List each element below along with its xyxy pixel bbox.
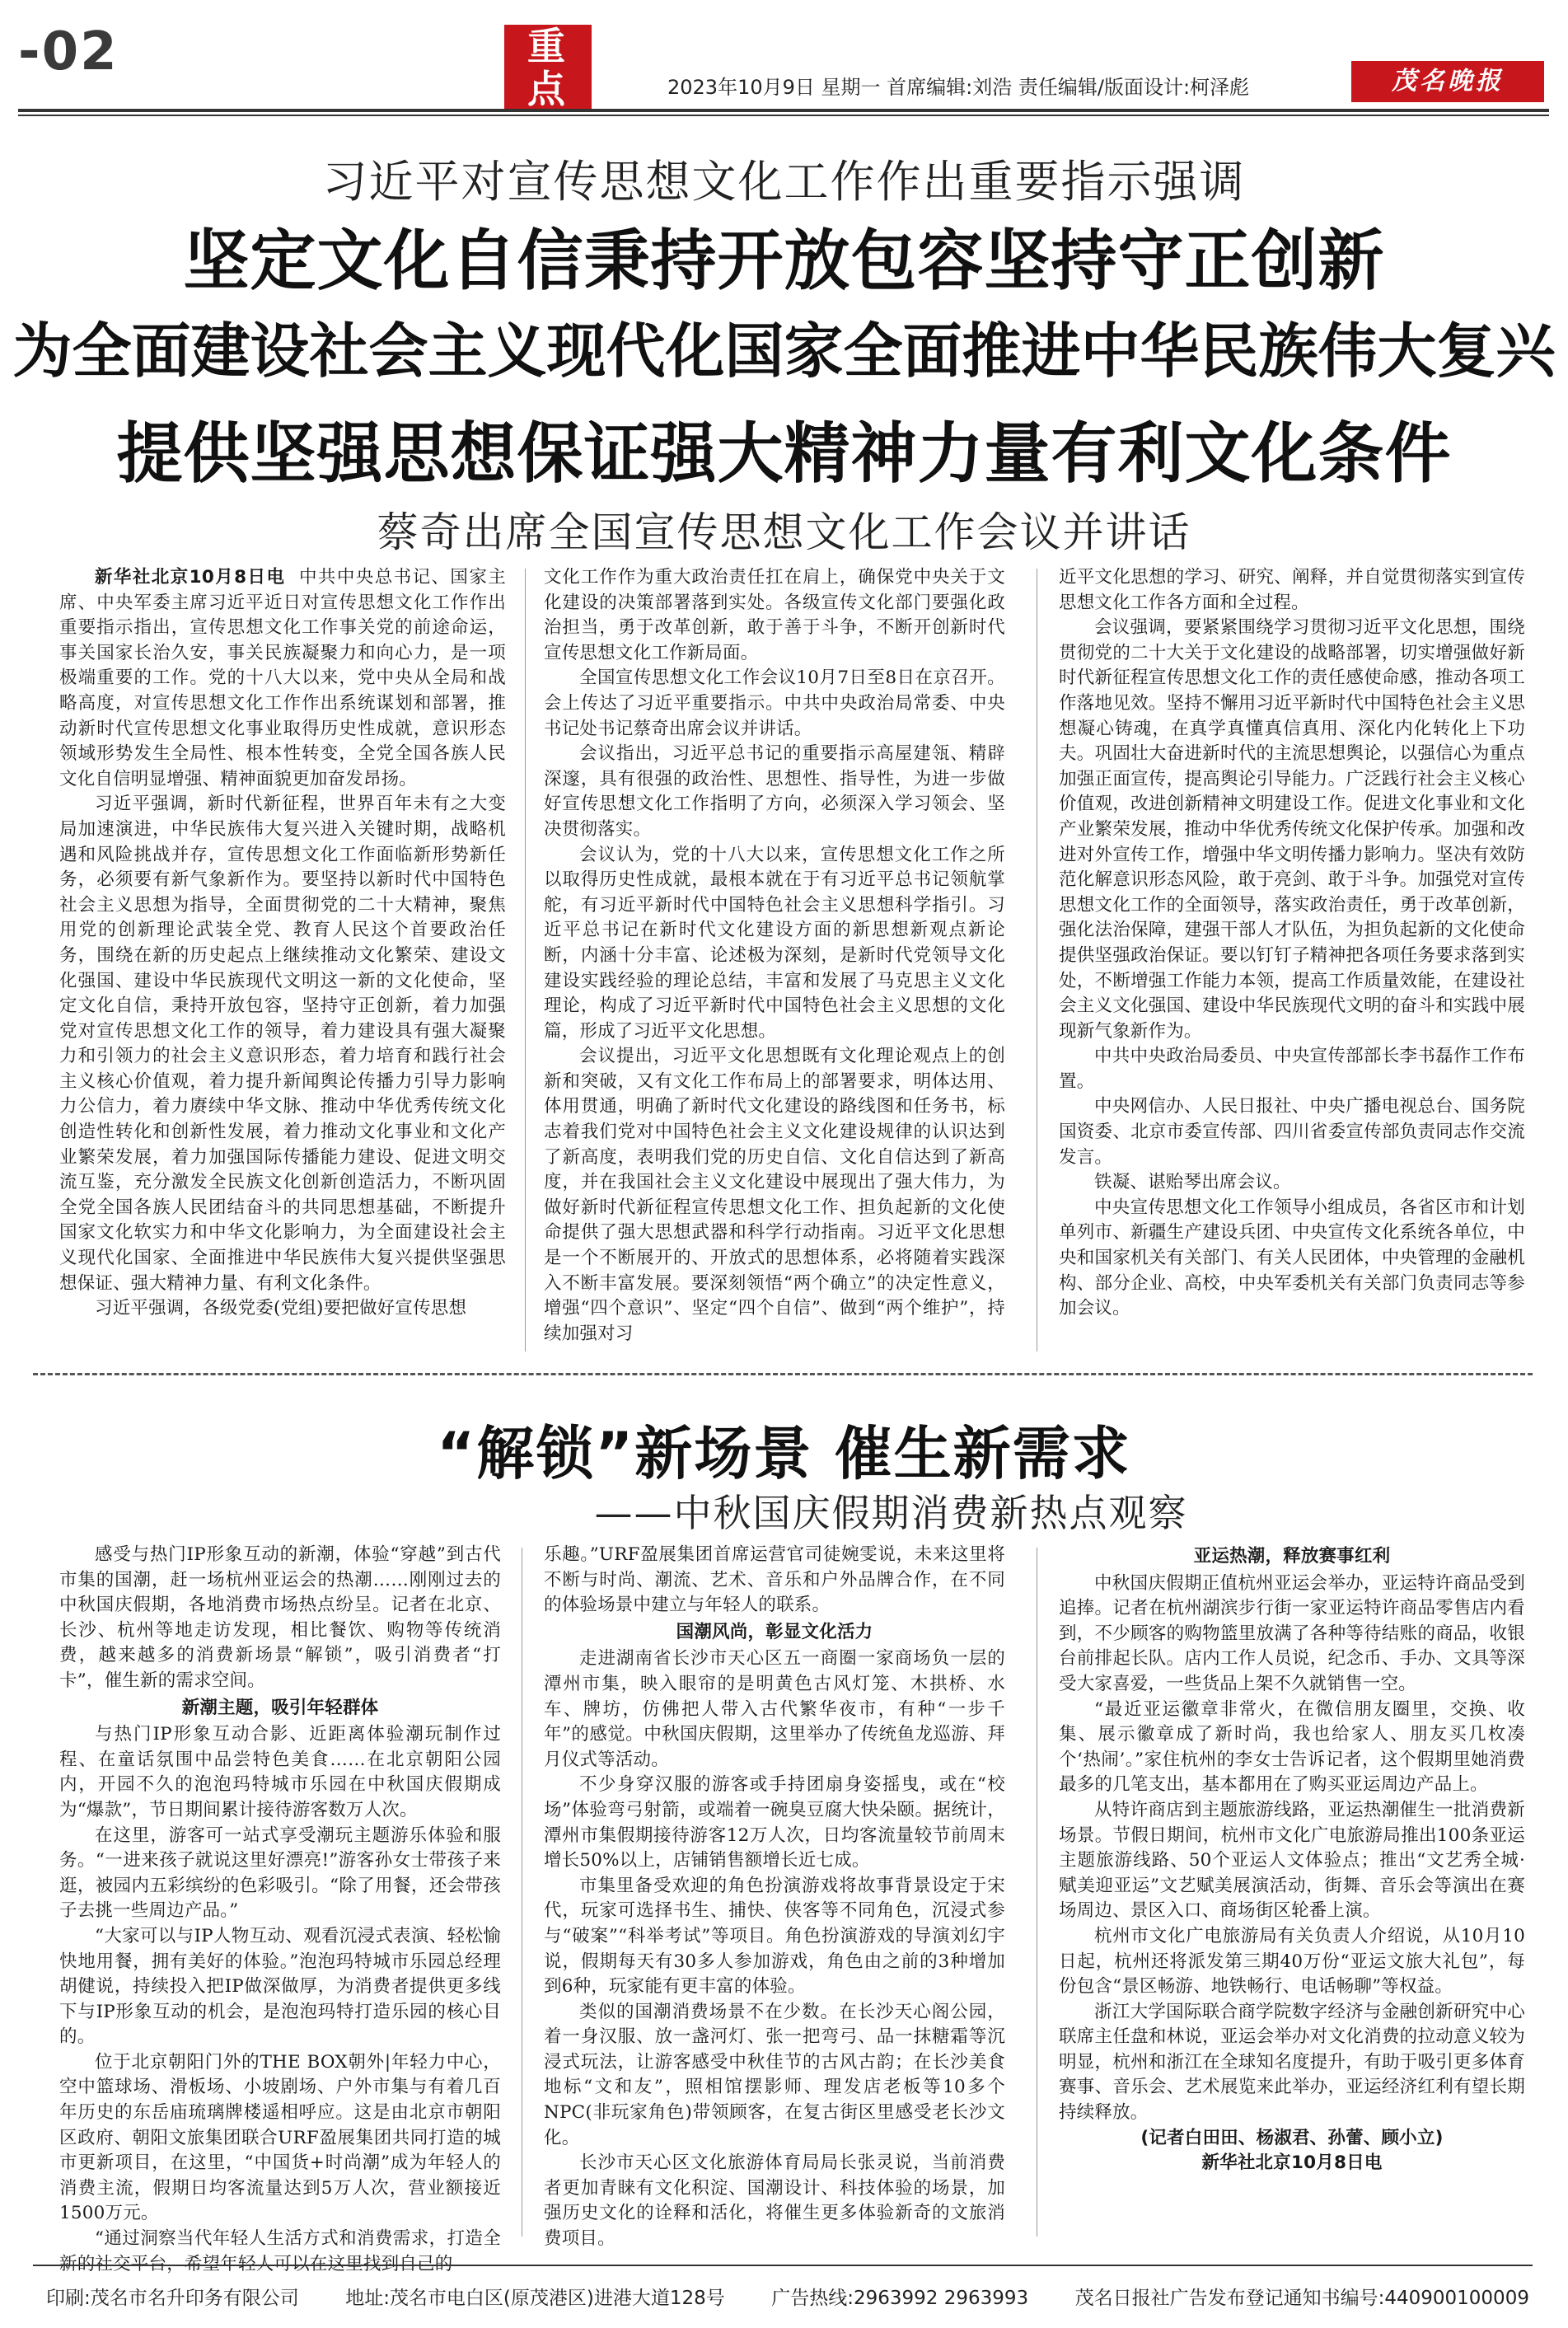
article2-paragraph: 从特许商店到主题旅游线路，亚运热潮催生一批消费新场景。节假日期间，杭州市文化广电旅游局推出100条亚运主题旅游线路、50个亚运人文体验点；推出“文艺秀全城·赋美迎亚运”文艺赋美展演活动，街舞、音乐会等演出在赛场周边、景区入口、商场街区轮番上演。 [1059, 1799, 1525, 1922]
article1-col1-p1: 习近平强调，新时代新征程，世界百年未有之大变局加速演进，中华民族伟大复兴进入关键时期，战略机遇和风险挑战并存，宣传思想文化工作面临新形势新任务，必须要有新气象新作为。要坚持以新时代中国特色社会主义思想为指导，全面贯彻党的二十大精神，聚焦用党的创新理论武装全党、教育人民这个首要政治任务，围绕在新的历史起点上继续推动文化繁荣、建设文化强国、建设中华民族现代文明这一新的文化使命，坚定文化自信，秉持开放包容，坚持守正创新，着力加强党对宣传思想文化工作的领导，着力建设具有强大凝聚力和引领力的社会主义意识形态，着力培育和践行社会主义核心价值观，着力提升新闻舆论传播力引导力影响力公信力，着力赓续中华文脉、推动中华优秀传统文化创造性转化和创新性发展，着力推动文化事业和文化产业繁荣发展，着力加强国际传播能力建设、促进文明交流互鉴，充分激发全民族文化创新创造活力，不断巩固全党全国各族人民团结奋斗的共同思想基础，不断提升国家文化软实力和中华文化影响力，为全面建设社会主义现代化国家、全面推进中华民族伟大复兴提供坚强思想保证、强大精神力量、有利文化条件。 [59, 794, 506, 1294]
article2-paragraph: 不少身穿汉服的游客或手持团扇身姿摇曳，或在“校场”体验弯弓射箭，或端着一碗臭豆腐大快朵颐。据统计，潭州市集假期接待游客12万人次，日均客流量较节前周末增长50%以上，店铺销售额增长近七成。 [544, 1774, 1005, 1871]
article2-paragraph: 乐趣。”URF盈展集团首席运营官司徒婉雯说，未来这里将不断与时尚、潮流、艺术、音乐和户外品牌合作，在不同的体验场景中建立与年轻人的联系。 [544, 1544, 1005, 1616]
article1-col3-p5: 中央宣传思想文化工作领导小组成员，各省区市和计划单列市、新疆生产建设兵团、中央宣传文化系统各单位，中央和国家机关有关部门、有关人民团体，中央管理的金融机构、部分企业、高校，中央军委机关有关部门负责同志等参加会议。 [1059, 1197, 1525, 1319]
article2-paragraph: 类似的国潮消费场景不在少数。在长沙天心阁公园，着一身汉服、放一盏河灯、张一把弯弓、品一抹糖霜等沉浸式玩法，让游客感受中秋佳节的古风古韵；在长沙美食地标“文和友”，照相馆摆影师、理发店老板等10多个NPC(非玩家角色)带领顾客，在复古街区里感受老长沙文化。 [544, 2001, 1005, 2148]
article1-col2-p2: 会议指出，习近平总书记的重要指示高屋建瓴、精辟深邃，具有很强的政治性、思想性、指导性，为进一步做好宣传思想文化工作指明了方向，必须深入学习领会、坚决贯彻落实。 [544, 743, 1005, 840]
footer-ad-license: 茂名日报社广告发布登记通知书编号:440900100009 [1074, 2288, 1529, 2309]
article2-paragraph: “通过洞察当代年轻人生活方式和消费需求，打造全新的社交平台，希望年轻人可以在这里找到自己的 [59, 2228, 501, 2274]
article2-column-3 [1059, 1543, 1525, 2176]
article1-col2-p1: 全国宣传思想文化工作会议10月7日至8日在京召开。会上传达了习近平重要指示。中共中央政治局常委、中央书记处书记蔡奇出席会议并讲话。 [544, 667, 1005, 739]
article1-lead-paragraph [59, 565, 506, 792]
issue-dateline: 2023年10月9日 星期一 首席编辑:刘浩 责任编辑/版面设计:柯泽彪 [667, 76, 1250, 99]
article2-paragraph: 感受与热门IP形象互动的新潮，体验“穿越”到古代市集的国潮，赶一场杭州亚运会的热潮……刚刚过去的中秋国庆假期，各地消费市场热点纷呈。记者在北京、长沙、杭州等地走访发现，相比餐饮、购物等传统消费，越来越多的消费新场景“解锁”，吸引消费者“打卡”，催生新的需求空间。 [59, 1544, 501, 1691]
article1-col2-p0: 文化工作作为重大政治责任扛在肩上，确保党中央关于文化建设的决策部署落到实处。各级宣传文化部门要强化政治担当，勇于改革创新，敢于善于斗争，不断开创新时代宣传思想文化工作新局面。 [544, 567, 1005, 663]
article2-headline: “解锁”新场景 催生新需求 [437, 1420, 1131, 1487]
article2-section-subtitle: 国潮风尚，彰显文化活力 [676, 1621, 873, 1642]
footer-address: 地址:茂名市电白区(原茂港区)进港大道128号 [345, 2288, 725, 2309]
article2-paragraph: 市集里备受欢迎的角色扮演游戏将故事背景设定于宋代，玩家可选择书生、捕快、侠客等不同角色，沉浸式参与“破案”“科举考试”等项目。角色扮演游戏的导演刘幻宇说，假期每天有30多人参加游戏，角色由之前的3种增加到6种，玩家能有更丰富的体验。 [544, 1875, 1005, 1998]
article1-col2-p3: 会议认为，党的十八大以来，宣传思想文化工作之所以取得历史性成就，最根本就在于有习近平总书记领航掌舵，有习近平新时代中国特色社会主义思想科学指引。习近平总书记在新时代文化建设方面的新思想新观点新论断，内涵十分丰富、论述极为深刻，是新时代党领导文化建设实践经验的理论总结，丰富和发展了马克思主义文化理论，构成了习近平新时代中国特色社会主义思想的文化篇，形成了习近平文化思想。 [544, 844, 1005, 1042]
article2-subhead: ——中秋国庆假期消费新热点观察 [594, 1491, 1188, 1535]
article2-section-subtitle: 亚运热潮，释放赛事红利 [1193, 1546, 1391, 1567]
article2-paragraph: 与热门IP形象互动合影、近距离体验潮玩制作过程、在童话氛围中品尝特色美食……在北京朝阳公园内，开园不久的泡泡玛特城市乐园在中秋国庆假期成为“爆款”，节日期间累计接待游客数万人次。 [59, 1724, 501, 1820]
footer-ad-hotline: 广告热线:2963992 2963993 [771, 2288, 1029, 2309]
article1-col1-p2: 习近平强调，各级党委(党组)要把做好宣传思想 [95, 1298, 467, 1319]
article1-column-2 [544, 565, 1005, 1347]
article1-headline-2: 为全面建设社会主义现代化国家全面推进中华民族伟大复兴 [12, 316, 1556, 386]
article1-col2-p4: 会议提出，习近平文化思想既有文化理论观点上的创新和突破，又有文化工作布局上的部署要求，明体达用、体用贯通，明确了新时代文化建设的路线图和任务书，标志着我们党对中国特色社会主义文化建设规律的认识达到了新高度，表明我们党的历史自信、文化自信达到了新高度，并在我国社会主义文化建设中展现出了强大伟力，为做好新时代新征程宣传思想文化工作、担负起新的文化使命提供了强大思想武器和科学行动指南。习近平文化思想是一个不断展开的、开放式的思想体系，必将随着实践深入不断丰富发展。要深刻领悟“两个确立”的决定性意义，增强“四个意识”、坚定“四个自信”、做到“两个维护”，持续加强对习 [544, 1046, 1005, 1344]
footer [46, 2283, 1529, 2310]
article1-col3-p1: 会议强调，要紧紧围绕学习贯彻习近平文化思想，围绕贯彻党的二十大关于文化建设的战略部署，切实增强做好新时代新征程宣传思想文化工作的责任感使命感，推动各项工作落地见效。坚持不懈用习近平新时代中国特色社会主义思想凝心铸魂，在真学真懂真信真用、深化内化转化上下功夫。巩固壮大奋进新时代的主流思想舆论，以强信心为重点加强正面宣传，提高舆论引导能力。广泛践行社会主义核心价值观，改进创新精神文明建设工作。促进文化事业和文化产业繁荣发展，推动中华优秀传统文化保护传承。加强和改进对外宣传工作，增强中华文明传播力影响力。坚决有效防范化解意识形态风险，敢于亮剑、敢于斗争。加强党对宣传思想文化工作的全面领导，落实政治责任，勇于改革创新，强化法治保障，建强干部人才队伍，为担负起新的文化使命提供坚强政治保证。要以钉钉子精神把各项任务要求落到实处，不断增强工作能力本领，提高工作质量效能，在建设社会主义文化强国、建设中华民族现代文明的奋斗和实践中展现新气象新作为。 [1059, 617, 1525, 1042]
article2-paragraph: 长沙市天心区文化旅游体育局局长张灵说，当前消费者更加青睐有文化积淀、国潮设计、科技体验的场景，加强历史文化的诠释和活化，将催生更多体验新奇的文旅消费项目。 [544, 2152, 1005, 2250]
section-char-2: 点 [527, 67, 569, 111]
article2-paragraph: “大家可以与IP人物互动、观看沉浸式表演、轻松愉快地用餐，拥有美好的体验。”泡泡玛特城市乐园总经理胡健说，持续投入把IP做深做厚，为消费者提供更多线下与IP形象互动的机会，是泡泡玛特打造乐园的核心目的。 [59, 1925, 501, 2048]
article2-paragraph: 杭州市文化广电旅游局有关负责人介绍说，从10月10日起，杭州还将派发第三期40万份“亚运文旅大礼包”，每份包含“景区畅游、地铁畅行、电话畅聊”等权益。 [1059, 1925, 1525, 1998]
article2-paragraph: 位于北京朝阳门外的THE BOX朝外|年轻力中心，空中篮球场、滑板场、小坡剧场、户外市集与有着几百年历史的东岳庙琉璃牌楼遥相呼应。这是由北京市朝阳区政府、朝阳文旅集团联合URF盈展集团共同打造的城市更新项目，在这里，“中国货+时尚潮”成为年轻人的消费主流，假期日均客流量达到5万人次，营业额接近1500万元。 [59, 2051, 501, 2224]
article2-paragraph: 走进湖南省长沙市天心区五一商圈一家商场负一层的潭州市集，映入眼帘的是明黄色古风灯笼、木拱桥、水车、牌坊，仿佛把人带入古代繁华夜市，有种“一步千年”的感觉。中秋国庆假期，这里举办了传统鱼龙巡游、拜月仪式等活动。 [544, 1648, 1005, 1770]
article1-column-1 [59, 565, 506, 1322]
section-char-1: 重 [527, 24, 569, 68]
footer-rule [33, 2265, 1533, 2266]
article2-byline: (记者白田田、杨淑君、孙蕾、顾小立) [1140, 2127, 1444, 2148]
article1-col3-p2: 中共中央政治局委员、中央宣传部部长李书磊作工作布置。 [1059, 1046, 1525, 1092]
article1-kicker: 习近平对宣传思想文化工作作出重要指示强调 [322, 156, 1246, 208]
article1-headline-1: 坚定文化自信秉持开放包容坚持守正创新 [183, 222, 1385, 299]
article2-paragraph: 在这里，游客可一站式享受潮玩主题游乐体验和服务。“一进来孩子就说这里好漂亮!”游客孙女士带孩子来逛，被园内五彩缤纷的色彩吸引。“除了用餐，还会带孩子去挑一些周边产品。” [59, 1824, 501, 1922]
article1-column-3 [1059, 565, 1525, 1322]
article-separator [33, 1373, 1533, 1375]
newspaper-logo: 茂名晚报 [1351, 61, 1544, 102]
article2-paragraph: 浙江大学国际联合商学院数字经济与金融创新研究中心联席主任盘和林说，亚运会举办对文化消费的拉动意义较为明显，杭州和浙江在全球知名度提升，有助于吸引更多体育赛事、音乐会、艺术展览来此举办，亚运经济红利有望长期持续释放。 [1059, 2001, 1525, 2124]
article1-subhead: 蔡奇出席全国宣传思想文化工作会议并讲话 [377, 508, 1191, 556]
article1-col3-p0: 近平文化思想的学习、研究、阐释，并自觉贯彻落实到宣传思想文化工作各方面和全过程。 [1059, 567, 1525, 613]
column-divider [525, 569, 526, 1351]
page-number: -02 [18, 21, 119, 82]
article2-paragraph: 中秋国庆假期正值杭州亚运会举办，亚运特许商品受到追捧。记者在杭州湖滨步行街一家亚运特许商品零售店内看到，不少顾客的购物篮里放满了各种等待结账的商品，收银台前排起长队。店内工作人员说，纪念币、手办、文具等深受大家喜爱，一些货品上架不久就销售一空。 [1059, 1572, 1525, 1694]
article1-headline-3: 提供坚强思想保证强大精神力量有利文化条件 [116, 415, 1452, 492]
article1-dateline: 新华社北京10月8日电 [95, 567, 286, 588]
section-badge [504, 25, 592, 110]
article2-column-2 [544, 1543, 1005, 2252]
article1-col3-p4: 铁凝、谌贻琴出席会议。 [1094, 1172, 1291, 1193]
article2-column-1 [59, 1543, 501, 2277]
footer-printer: 印刷:茂名市名升印务有限公司 [46, 2288, 299, 2309]
article2-section-subtitle: 新潮主题，吸引年轻群体 [181, 1697, 379, 1718]
article1-col3-p3: 中央网信办、人民日报社、中央广播电视总台、国务院国资委、北京市委宣传部、四川省委宣传部负责同志作交流发言。 [1059, 1096, 1525, 1168]
header-rule [18, 109, 1549, 116]
article2-paragraph: “最近亚运徽章非常火，在微信朋友圈里，交换、收集、展示徽章成了新时尚，我也给家人、朋友买几枚凑个‘热闹’。”家住杭州的李女士告诉记者，这个假期里她消费最多的几笔支出，基本都用在了购买亚运周边产品上。 [1059, 1698, 1525, 1796]
article2-byline: 新华社北京10月8日电 [1201, 2152, 1383, 2174]
article1-col1-p0: 中共中央总书记、国家主席、中央军委主席习近平近日对宣传思想文化工作作出重要指示指出，宣传思想文化工作事关党的前途命运，事关国家长治久安，事关民族凝聚力和向心力，是一项极端重要的工作。党的十八大以来，党中央从全局和战略高度，对宣传思想文化工作作出系统谋划和部署，推动新时代宣传思想文化事业取得历史性成就，意识形态领域形势发生全局性、根本性转变，全党全国各族人民文化自信明显增强、精神面貌更加奋发昂扬。 [59, 567, 506, 789]
